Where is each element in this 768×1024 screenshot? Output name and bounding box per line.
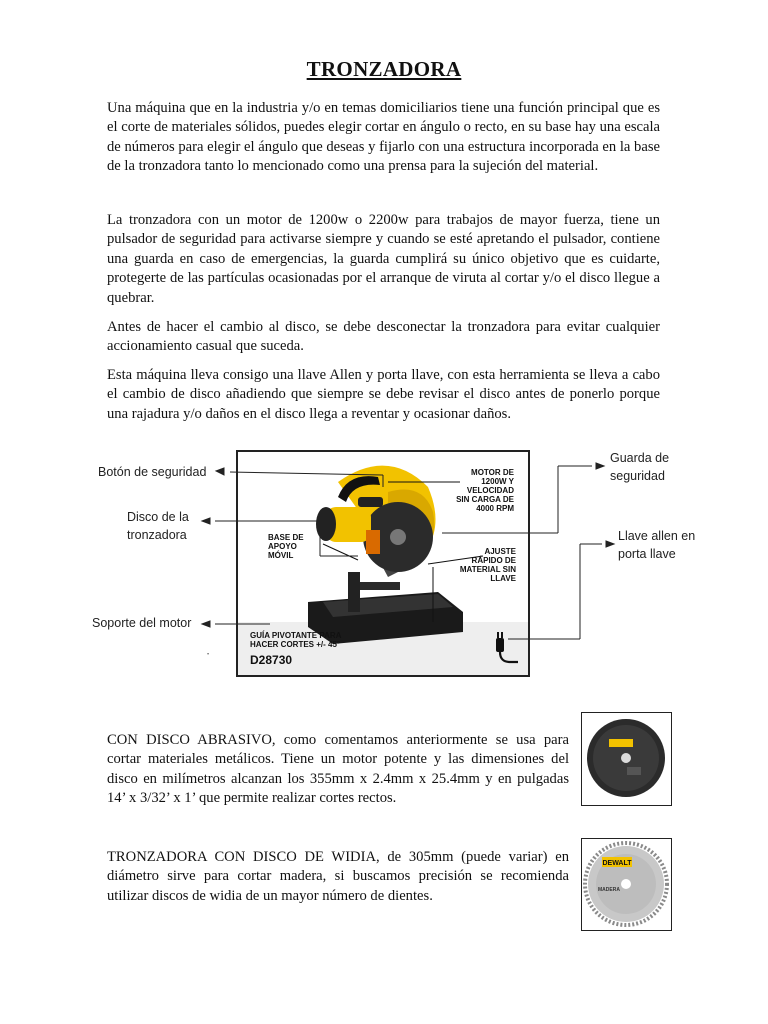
abrasive-disc-image xyxy=(581,712,672,806)
label-motor: MOTOR DE 1200W Y VELOCIDAD SIN CARGA DE 4000 RPM xyxy=(456,468,514,513)
tool-photo xyxy=(236,450,530,677)
callout-llave-allen: Llave allen en porta llave xyxy=(618,529,696,561)
paragraph-motor: La tronzadora con un motor de 1200w o 2200w para trabajos de mayor fuerza, tiene un pulsador de seguridad para activarse siempre y cuando se esté apretando el pulsador, contiene una guarda en caso de emergencias, la guarda cumplirá su único objetivo que es cuidarte, protegerte de las partículas ocasionadas por el arranque de viruta al cortar y/o el disco llegue a quebrar. xyxy=(107,212,660,306)
disc-brand-text: DEWALT xyxy=(602,860,632,867)
callout-soporte-motor: Soporte del motor xyxy=(92,616,192,630)
paragraph-widia-disc: TRONZADORA CON DISCO DE WIDIA, de 305mm (puede variar) en diámetro sirve para cortar madera, si buscamos precisión se recomienda utilizar discos de widia de un mayor número de dientes. xyxy=(107,849,569,904)
callout-disco: Disco de la tronzadora xyxy=(127,510,189,542)
paragraph-intro: Una máquina que en la industria y/o en temas domiciliarios tiene una función principal que es el corte de materiales sólidos, puedes elegir cortar en ángulo o recto, en su base hay una escala de números para elegir el ángulo que deseas y fijarlo con una estructura incorporada en la base de la tronzadora tanto lo mencionado como una prensa para la sujeción del material. xyxy=(107,100,660,175)
label-guia: GUÍA PIVOTANTE PARA HACER CORTES +/- 45° xyxy=(250,631,342,649)
callout-guarda: Guarda de seguridad xyxy=(610,451,670,483)
paragraph-disconnect: Antes de hacer el cambio al disco, se debe desconectar la tronzadora para evitar cualquier accionamiento casual que suceda. xyxy=(107,319,660,355)
model-number: D28730 xyxy=(250,653,293,667)
stray-mark: • xyxy=(207,652,210,658)
label-ajuste: AJUSTE RÁPIDO DE MATERIAL SIN LLAVE xyxy=(459,547,516,583)
disc-label-text: MADERA xyxy=(598,887,620,893)
page-title: TRONZADORA xyxy=(306,57,462,81)
paragraph-allen-key: Esta máquina lleva consigo una llave Allen y porta llave, con esta herramienta se lleva a cabo el cambio de disco añadiendo que siempre se debe revisar el disco antes de ponerlo porque una rajadura y/o daños en el disco llega a reventar y ocasionar daños. xyxy=(107,367,660,422)
paragraph-abrasive-disc: CON DISCO ABRASIVO, como comentamos anteriormente se usa para cortar materiales metálicos. Tiene un motor potente y las dimensiones del disco en milímetros alcanzan los 355mm x 2.4mm x 25.4mm y en pulgadas 14’ x 3/32’ x 1’ que permite realizar cortes rectos. xyxy=(107,732,569,807)
label-base: BASE DE APOYO MÓVIL xyxy=(268,533,304,560)
widia-disc-image xyxy=(581,838,672,931)
callout-boton-seguridad: Botón de seguridad xyxy=(98,465,207,479)
